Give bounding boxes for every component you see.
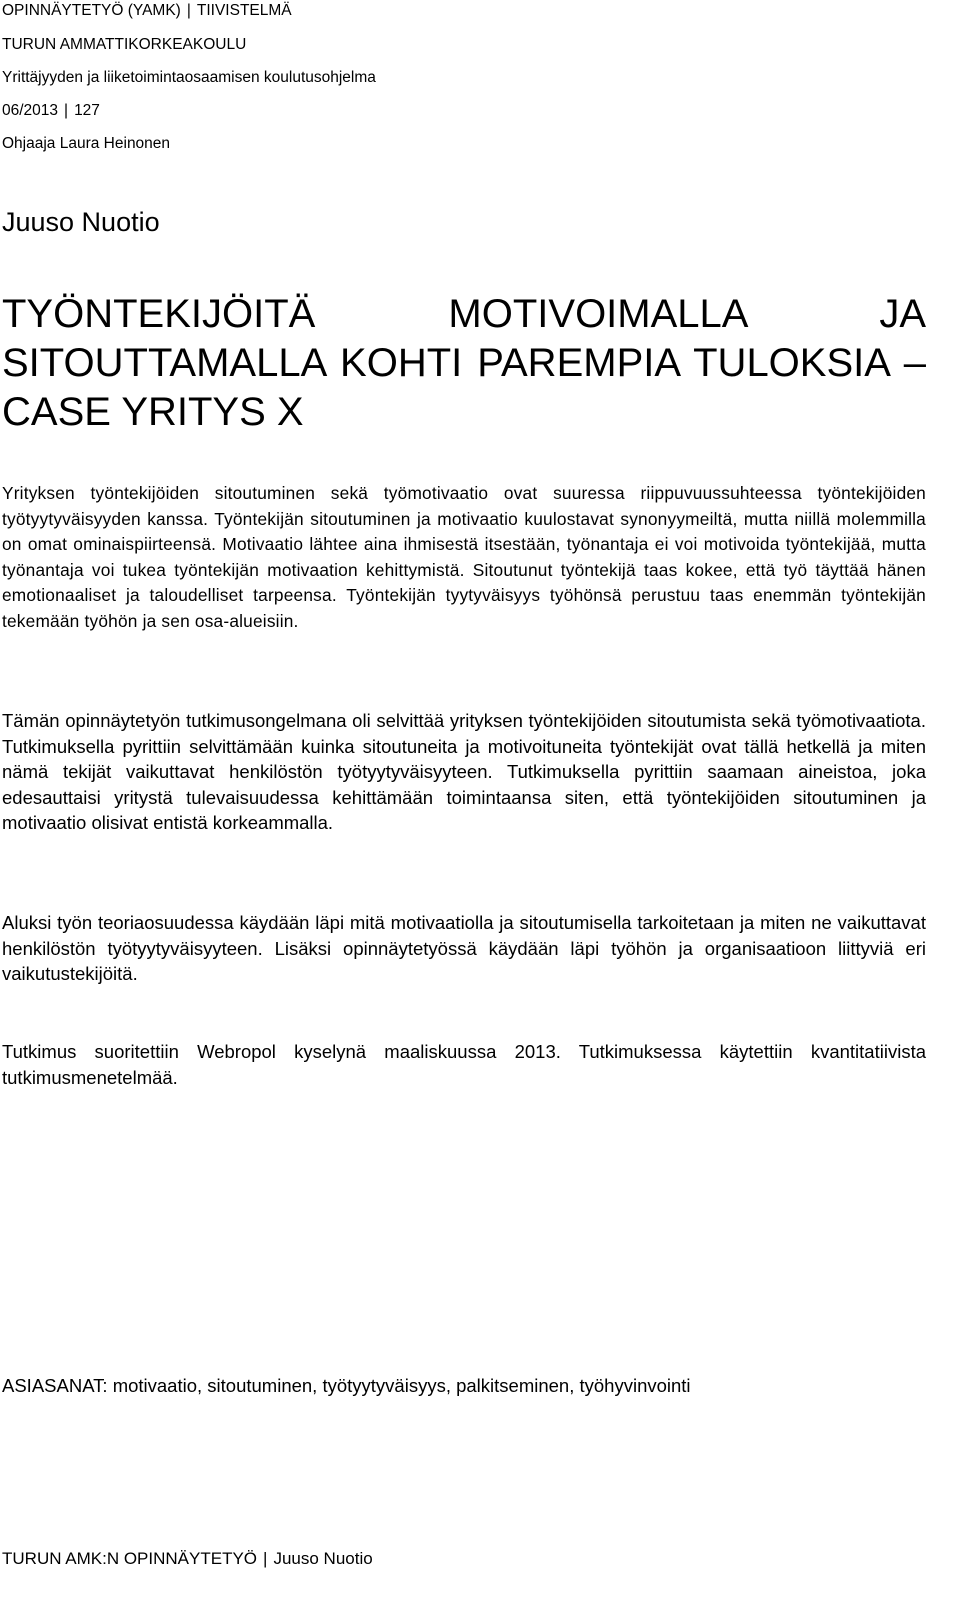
- abstract-paragraph-1: Yrityksen työntekijöiden sitoutuminen sekä työmotivaatio ovat suuressa riippuvuussuhteessa työntekijöiden työtyytyväisyyden kanssa. Työntekijän sitoutuminen ja motivaatio kuulostavat synonyymeiltä, mutta niillä molemmilla on omat ominaispiirteensä. Motivaatio lähtee aina ihmisestä itsestään, työnantaja ei voi motivoida työntekijää, mutta työnantaja voi tukea työntekijän motivaation kehittymistä. Sitoutunut työntekijä taas kokee, että työ täyttää hänen emotionaaliset ja taloudelliset tarpeensa. Työntekijän tyytyväisyys työhönsä perustuu taas enemmän työntekijän tekemään työhön ja sen osa-alueisiin.: [2, 483, 926, 631]
- author-name: Juuso Nuotio: [2, 207, 160, 237]
- separator: |: [186, 2, 191, 19]
- institution: TURUN AMMATTIKORKEAKOULU: [2, 36, 247, 53]
- supervisor: Ohjaaja Laura Heinonen: [2, 135, 171, 152]
- page-count: 127: [74, 102, 100, 119]
- abstract-paragraph-2: Tämän opinnäytetyön tutkimusongelmana oli selvittää yrityksen työntekijöiden sitoutumista sekä työmotivaatiota. Tutkimuksella pyrittiin selvittämään kuinka sitoutuneita ja motivoituneita työntekijät ovat tällä hetkellä ja miten nämä tekijät vaikuttavat henkilöstön työtyytyväisyyteen. Tutkimuksella pyrittiin saamaan aineistoa, joka edesauttaisi yritystä tulevaisuudessa kehittämään toimintaansa siten, että työntekijöiden sitoutuminen ja motivaatio olisivat entistä korkeammalla.: [2, 710, 926, 834]
- date-pages-line: [2, 102, 100, 120]
- document-subtype: TIIVISTELMÄ: [196, 2, 292, 19]
- thesis-title: TYÖNTEKIJÖITÄ MOTIVOIMALLA JA SITOUTTAMALLA KOHTI PAREMPIA TULOKSIA – CASE YRITYS X: [2, 292, 926, 434]
- separator: |: [263, 1549, 268, 1568]
- degree-programme: Yrittäjyyden ja liiketoimintaosaamisen koulutusohjelma: [2, 69, 376, 86]
- footer-author: Juuso Nuotio: [273, 1549, 373, 1568]
- footer-series: TURUN AMK:N OPINNÄYTETYÖ: [2, 1549, 258, 1568]
- page-footer: [2, 1548, 373, 1570]
- publication-date: 06/2013: [2, 102, 59, 119]
- separator: |: [64, 102, 69, 119]
- keywords: ASIASANAT: motivaatio, sitoutuminen, työtyytyväisyys, palkitseminen, työhyvinvointi: [2, 1375, 691, 1396]
- document-type: OPINNÄYTETYÖ (YAMK): [2, 2, 181, 19]
- document-type-line: [2, 2, 292, 20]
- abstract-paragraph-3: Aluksi työn teoriaosuudessa käydään läpi mitä motivaatiolla ja sitoutumisella tarkoitetaan ja miten ne vaikuttavat henkilöstön työtyytyväisyyteen. Lisäksi opinnäytetyössä käydään läpi työhön ja organisaatioon liittyviä eri vaikutustekijöitä.: [2, 912, 926, 985]
- abstract-paragraph-4: Tutkimus suoritettiin Webropol kyselynä maaliskuussa 2013. Tutkimuksessa käytettiin kvantitatiivista tutkimusmenetelmää.: [2, 1041, 926, 1088]
